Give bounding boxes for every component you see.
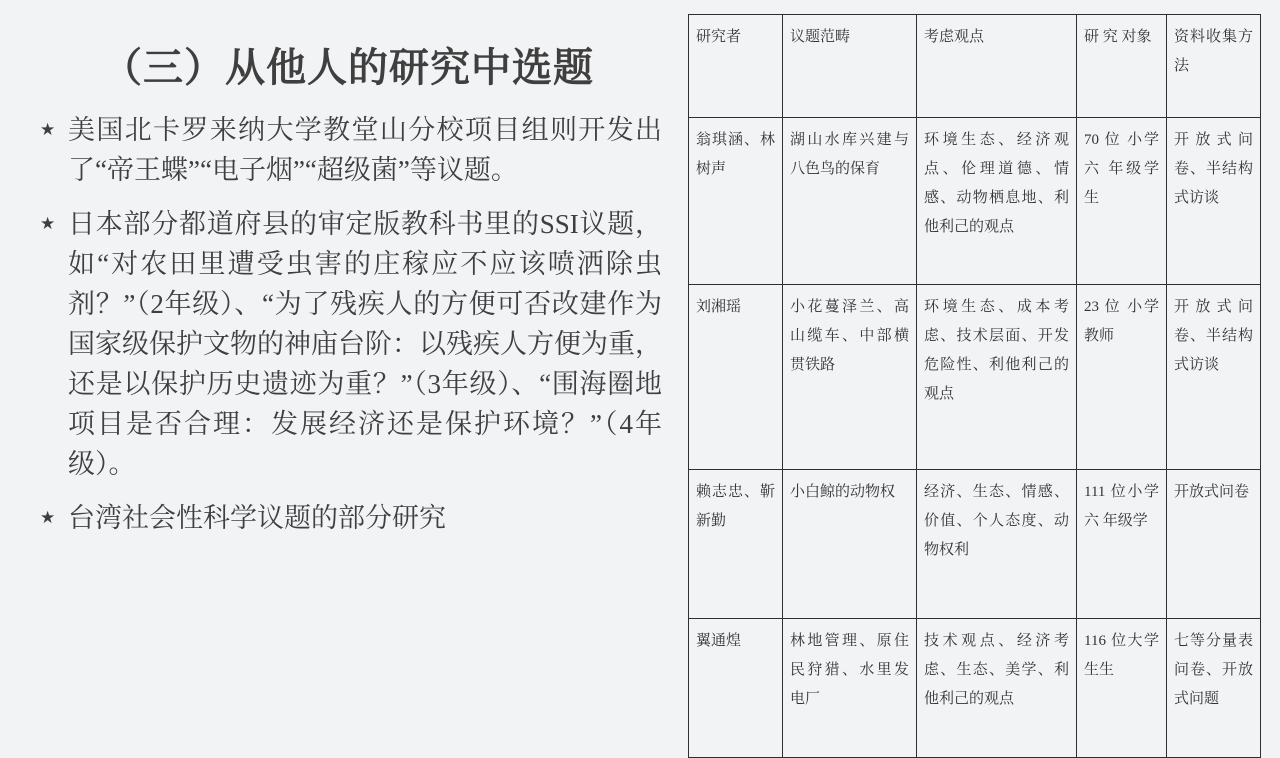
list-item-text: 日本部分都道府县的审定版教科书里的SSI议题，如“对农田里遭受虫害的庄稼应不应该喷洒除虫剂？”（2年级）、“为了残疾人的方便可否改建作为国家级保护文物的神庙台阶：以残疾人方便为重，还是以保护历史遗迹为重？”（3年级）、“围海圈地项目是否合理：发展经济还是保护环境？”（4年级）。	[68, 209, 662, 479]
star-icon: ★	[40, 508, 56, 527]
cell-researcher: 翼通煌	[689, 619, 783, 758]
cell-topic: 林地管理、原住民狩猎、水里发电厂	[783, 619, 917, 758]
list-item-text: 美国北卡罗来纳大学教堂山分校项目组则开发出了“帝王蝶”“电子烟”“超级菌”等议题。	[68, 115, 662, 185]
cell-viewpoints: 技术观点、经济考虑、生态、美学、利他利己的观点	[917, 619, 1077, 758]
cell-subjects: 111 位小学 六 年级学	[1077, 470, 1167, 619]
column-header-viewpoints: 考虑观点	[917, 15, 1077, 118]
cell-methods: 开 放 式 问卷、半结构式访谈	[1167, 118, 1261, 285]
table-row	[689, 285, 1261, 470]
list-item	[34, 204, 662, 484]
cell-researcher: 翁琪涵、林树声	[689, 118, 783, 285]
table-header-row	[689, 15, 1261, 118]
list-item	[34, 110, 662, 190]
cell-subjects: 116 位大学生生	[1077, 619, 1167, 758]
cell-methods: 开 放 式 问卷、半结构式访谈	[1167, 285, 1261, 470]
cell-topic: 小花蔓泽兰、高山缆车、中部横贯铁路	[783, 285, 917, 470]
star-icon: ★	[40, 214, 56, 233]
table-row	[689, 619, 1261, 758]
cell-researcher: 赖志忠、靳新勤	[689, 470, 783, 619]
cell-viewpoints: 经济、生态、情感、价值、个人态度、动物权利	[917, 470, 1077, 619]
research-table	[688, 14, 1261, 758]
cell-subjects: 23 位 小学教师	[1077, 285, 1167, 470]
column-header-researcher: 研究者	[689, 15, 783, 118]
bullet-list	[34, 110, 662, 538]
cell-subjects: 70 位 小学 六 年级学生	[1077, 118, 1167, 285]
cell-topic: 小白鲸的动物权	[783, 470, 917, 619]
column-header-subjects: 研 究 对象	[1077, 15, 1167, 118]
cell-viewpoints: 环境生态、经济观点、伦理道德、情感、动物栖息地、利他利己的观点	[917, 118, 1077, 285]
research-table-container	[688, 14, 1260, 706]
list-item	[34, 498, 662, 538]
cell-methods: 开放式问卷	[1167, 470, 1261, 619]
cell-topic: 湖山水库兴建与八色鸟的保育	[783, 118, 917, 285]
cell-viewpoints: 环境生态、成本考虑、技术层面、开发危险性、利他利己的观点	[917, 285, 1077, 470]
cell-methods: 七等分量表问卷、开放式问题	[1167, 619, 1261, 758]
star-icon: ★	[40, 120, 56, 139]
cell-researcher: 刘湘瑶	[689, 285, 783, 470]
list-item-text: 台湾社会性科学议题的部分研究	[68, 503, 446, 533]
column-header-methods: 资料收集方法	[1167, 15, 1261, 118]
page-title: （三）从他人的研究中选题	[102, 46, 594, 90]
column-header-topic: 议题范畴	[783, 15, 917, 118]
table-row	[689, 470, 1261, 619]
table-row	[689, 118, 1261, 285]
